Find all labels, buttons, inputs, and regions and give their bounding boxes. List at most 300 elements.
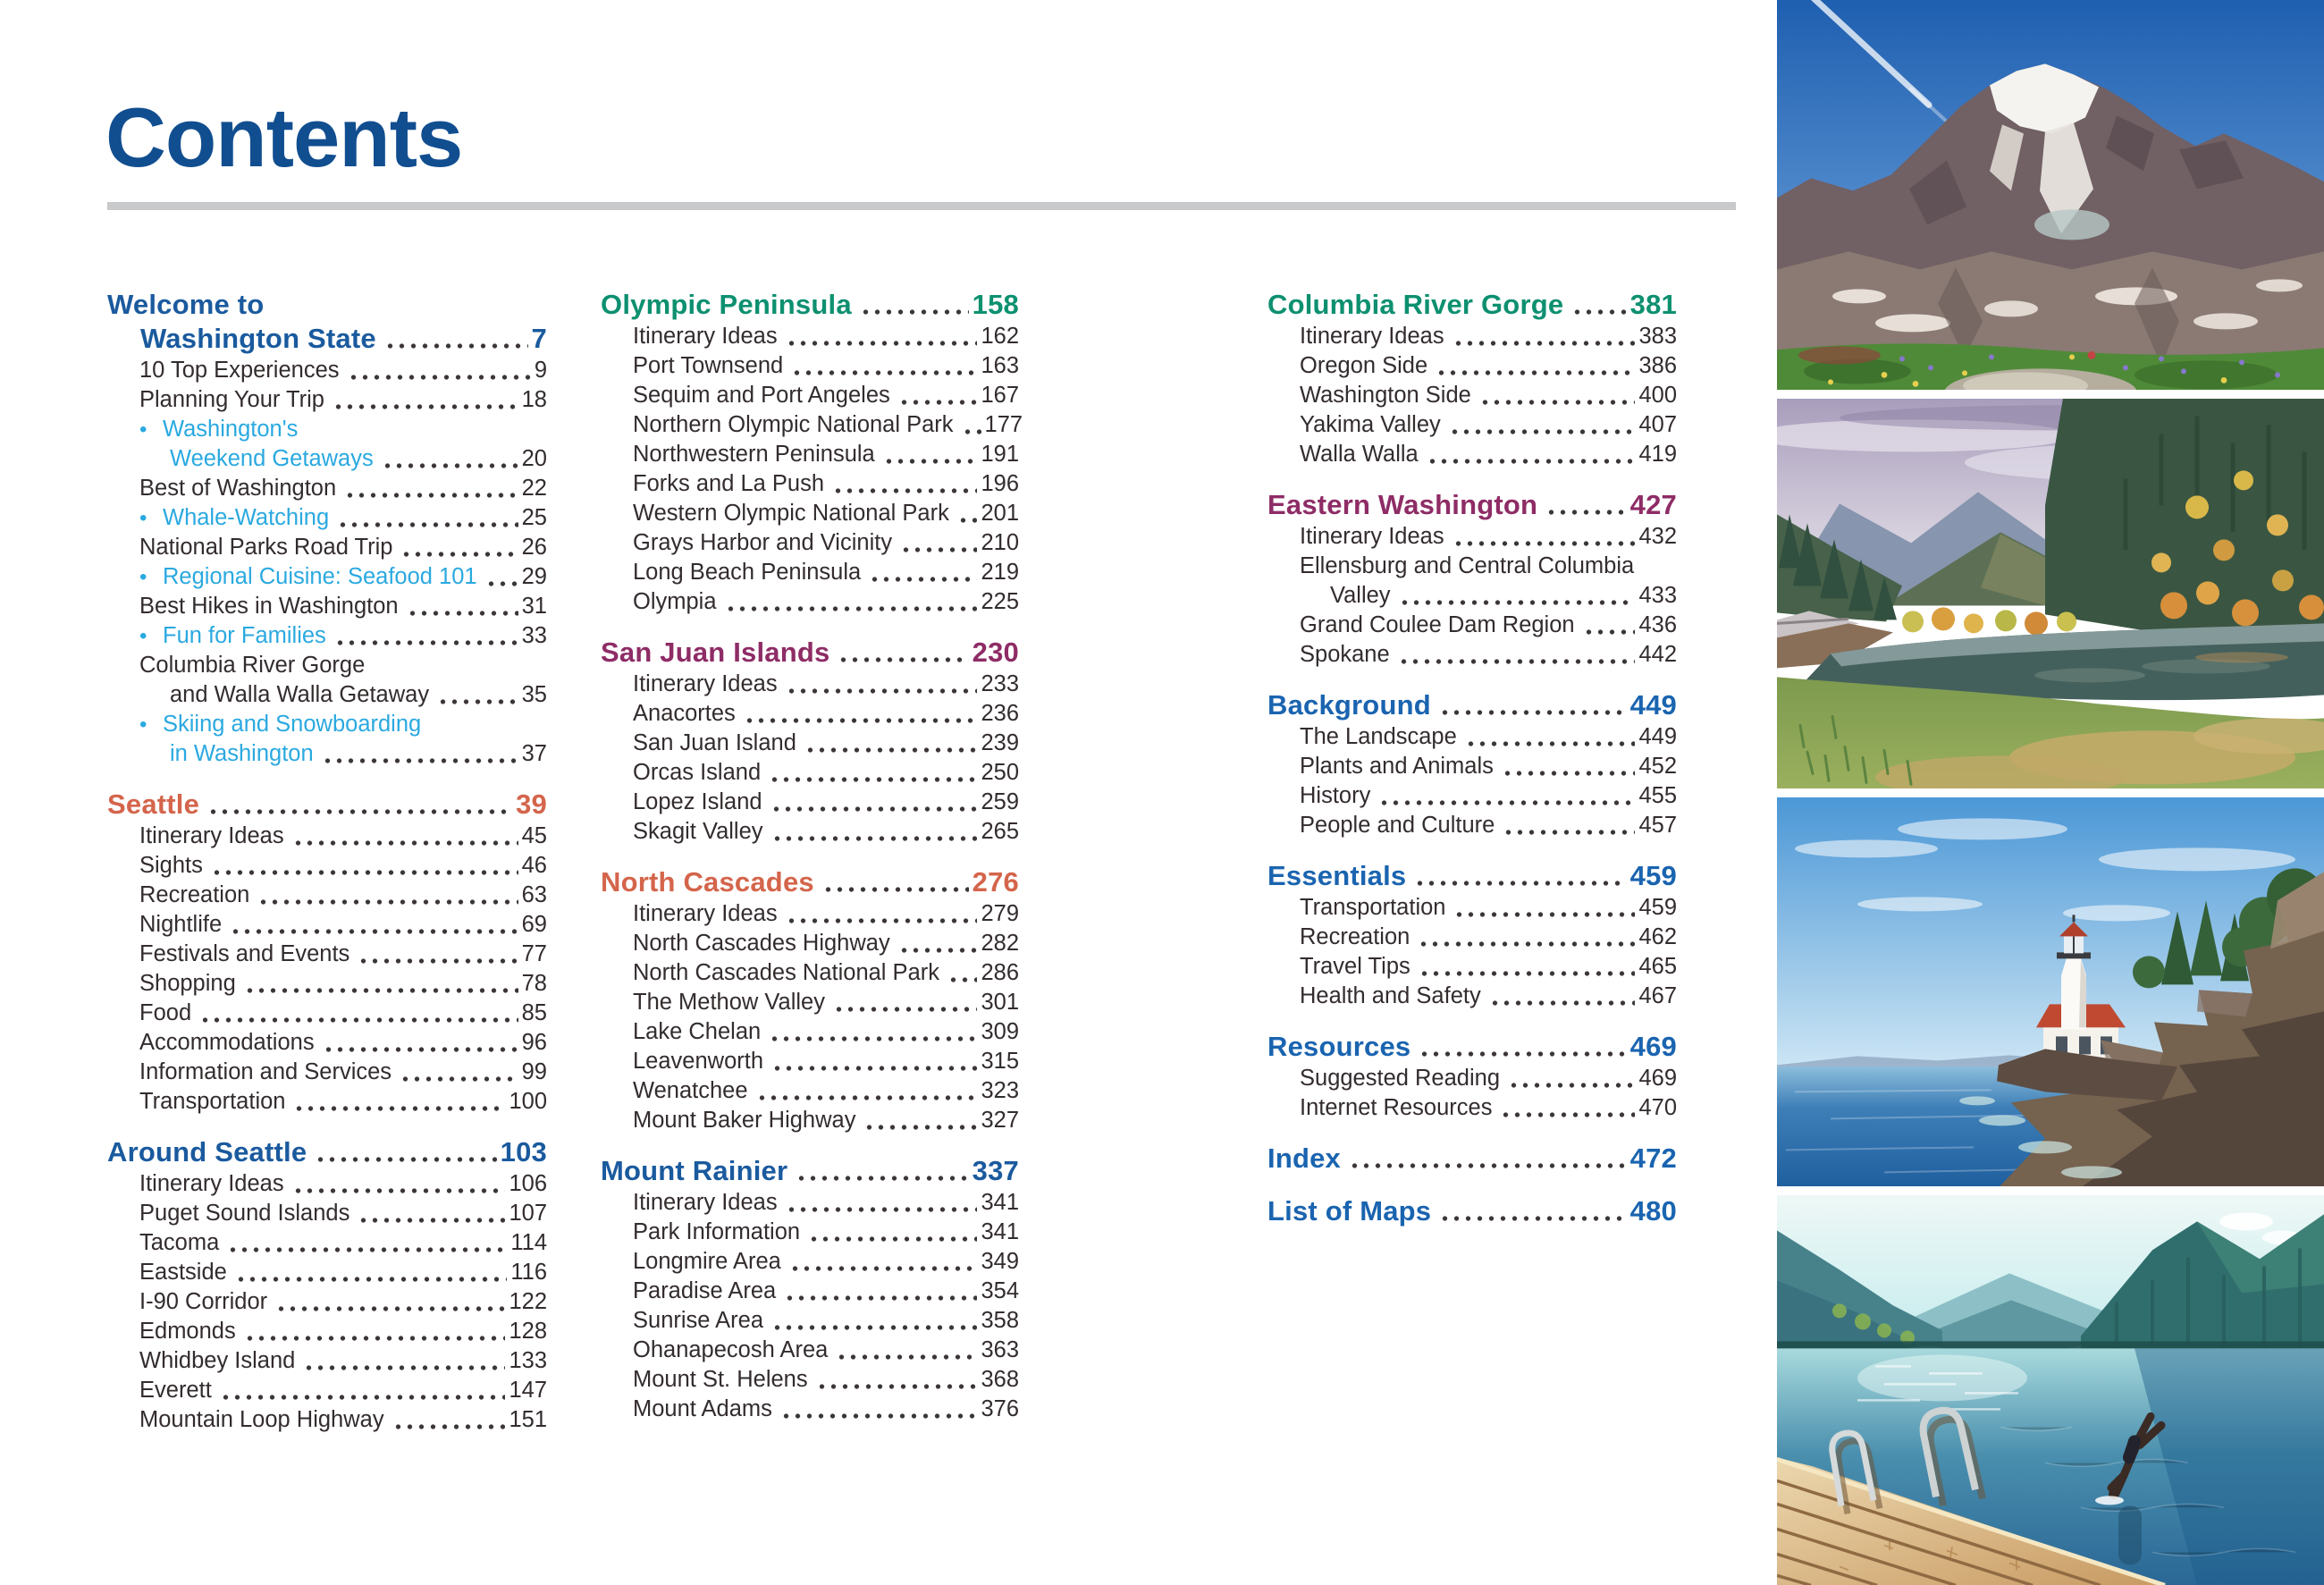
section-title: San Juan Islands [601,637,830,668]
toc-entry [107,1087,547,1117]
bullet-icon: • [139,417,147,442]
toc-entry-label: North Cascades National Park [633,960,939,985]
section-title: Welcome to [107,289,265,320]
toc-entry-label: Travel Tips [1300,954,1410,979]
toc-entry-label: Itinerary Ideas [139,823,284,848]
entry-page-number: 349 [981,1249,1019,1274]
toc-entry [601,1017,1019,1047]
toc-entry-label: Lake Chelan [633,1019,762,1044]
entry-page-number: 301 [981,990,1019,1015]
toc-entry-label: Recreation [1300,924,1410,949]
entry-page-number: 449 [1638,724,1677,749]
toc-section [1267,859,1677,1011]
toc-entry-label: Shopping [139,971,236,996]
entry-page-number: 470 [1638,1095,1677,1120]
toc-entry-label: Puget Sound Islands [139,1201,350,1226]
toc-section [601,288,1023,617]
entry-page-number: 77 [521,941,547,966]
dot-leader [898,400,978,405]
entry-page-number: 225 [981,589,1019,614]
entry-page-number: 35 [521,682,547,707]
section-title: Around Seattle [107,1136,307,1168]
dot-leader [292,840,518,846]
toc-entry [107,910,547,940]
toc-section [601,636,1019,847]
dot-leader [400,552,518,557]
dot-leader [784,1295,977,1301]
toc-entry [601,469,1019,499]
toc-entry-label: Itinerary Ideas [139,1171,284,1196]
entry-page-number: 467 [1638,983,1677,1008]
toc-entry [107,999,547,1028]
dot-leader [1427,459,1636,464]
toc-entry-label: Lopez Island [633,789,762,814]
toc-entry-label: Leavenworth [633,1049,764,1074]
toc-entry [1267,410,1677,440]
entry-page-number: 219 [981,560,1019,585]
toc-entry-label: Longmire Area [633,1249,781,1274]
toc-section [1267,488,1677,670]
entry-page-number: 327 [981,1108,1019,1133]
dot-leader [1503,830,1635,835]
entry-page-number: 147 [509,1378,547,1403]
toc-section [601,865,1019,1135]
entry-page-number: 432 [1638,524,1677,549]
toc-entry [107,822,547,851]
toc-entry [1267,611,1677,640]
toc-entry-label: The Landscape [1300,724,1457,749]
dot-leader [334,640,518,645]
dot-leader [947,977,977,982]
dot-leader [303,1365,505,1370]
entry-page-number: 341 [981,1219,1019,1244]
section-title-continued: Washington State [140,323,376,354]
toc-entry-label-continued: Valley [1330,583,1391,608]
dot-leader [400,1076,518,1082]
section-heading [1267,488,1677,522]
toc-column-3 [1267,288,1677,1228]
toc-entry [601,1076,1019,1106]
section-page-number: 230 [972,637,1019,668]
dot-leader [211,870,518,875]
toc-entry-label: People and Culture [1300,813,1495,838]
entry-page-number: 462 [1638,924,1677,949]
toc-entry [107,1028,547,1058]
section-title: Resources [1267,1031,1411,1062]
section-title: Eastern Washington [1267,489,1538,520]
entry-page-number: 469 [1638,1066,1677,1091]
toc-entry-label: Orcas Island [633,760,762,785]
toc-entry-label: Health and Safety [1300,983,1481,1008]
red-flower [2088,351,2096,359]
toc-entry [1267,923,1677,952]
splash [2095,1496,2124,1505]
section-title: Columbia River Gorge [1267,289,1564,320]
section-heading [601,865,1019,899]
dot-leader [836,1354,977,1360]
toc-entry [1267,351,1677,381]
dot-leader [1439,1216,1626,1221]
entry-page-number: 279 [981,901,1019,926]
toc-entry-label: The Methow Valley [633,990,825,1015]
entry-page-number: 78 [521,971,547,996]
dot-leader [769,1036,977,1041]
lake-diver-illustration [1777,1195,2324,1585]
dot-leader [244,1336,506,1341]
toc-entry-label: Best Hikes in Washington [139,594,399,619]
section-page-number: 472 [1629,1142,1677,1174]
section-title: Background [1267,689,1431,721]
dot-leader [199,1017,518,1023]
entry-page-number: 99 [521,1059,547,1084]
toc-entry [601,670,1019,699]
toc-entry [601,381,1019,410]
section-title: Olympic Peninsula [601,289,852,320]
entry-page-number: 452 [1638,754,1677,779]
dot-leader [323,1047,518,1052]
toc-entry-label-continued: Weekend Getaways [170,446,374,471]
toc-entry [107,1199,547,1228]
toc-entry [107,1287,547,1317]
toc-entry-continued [107,444,547,474]
section-title: Essentials [1267,860,1407,891]
entry-page-number: 37 [521,741,547,766]
toc-entry [1267,640,1677,670]
entry-page-number: 114 [510,1230,547,1255]
toc-entry-label: Itinerary Ideas [633,671,778,696]
dot-leader [1500,1112,1635,1117]
dot-leader [863,1125,977,1130]
section-heading [1267,688,1677,722]
entry-page-number: 363 [981,1337,1019,1362]
toc-entry-label: Ohanapecosh Area [633,1337,829,1362]
entry-page-number: 163 [981,353,1019,378]
toc-entry-label: Best of Washington [139,476,337,501]
section-page-number: 459 [1629,860,1677,891]
entry-page-number: 201 [981,501,1019,526]
dot-leader [822,887,969,892]
dot-leader [833,1007,977,1012]
entry-page-number: 31 [521,594,547,619]
toc-entry [601,1218,1019,1247]
dot-leader [789,1266,978,1271]
dot-leader [1571,309,1626,315]
section-page-number: 469 [1629,1031,1677,1062]
toc-entry-label: Transportation [139,1089,286,1114]
toc-entry-continued [107,739,547,769]
entry-page-number: 442 [1638,642,1677,667]
entry-page-number: 116 [510,1260,547,1285]
toc-entry-label: Suggested Reading [1300,1066,1501,1091]
dot-leader [382,463,518,468]
toc-entry [601,410,1023,440]
entry-page-number: 196 [981,471,1019,496]
toc-entry [107,1376,547,1405]
dot-leader [786,918,978,923]
section-page-number: 7 [531,323,547,354]
dot-leader [1398,659,1636,664]
entry-page-number: 63 [521,882,547,907]
section-page-number: 39 [516,788,547,820]
toc-entry [1267,381,1677,410]
toc-entry-label: Itinerary Ideas [633,901,778,926]
section-page-number: 103 [500,1136,547,1168]
toc-entry-label: Anacortes [633,701,736,726]
entry-page-number: 45 [521,823,547,848]
toc-entry-label: Walla Walla [1300,442,1419,467]
section-heading [107,1135,547,1169]
toc-entry-label: Long Beach Peninsula [633,560,862,585]
toc-entry-label: Whale-Watching [163,505,330,530]
entry-page-number: 309 [981,1019,1019,1044]
dot-leader [207,809,512,814]
dot-leader [860,309,969,315]
entry-page-number: 239 [981,730,1019,755]
entry-page-number: 465 [1638,954,1677,979]
toc-entry [601,1188,1019,1218]
toc-section [1267,288,1677,469]
dot-leader [257,899,518,905]
entry-page-number: 265 [981,819,1019,844]
toc-entry [107,592,547,621]
entry-page-number: 323 [981,1078,1019,1103]
toc-entry-label: Columbia River Gorge [139,653,366,678]
toc-entry [1267,440,1677,469]
toc-entry [1267,552,1677,581]
entry-page-number: 358 [981,1308,1019,1333]
toc-entry-label: Northwestern Peninsula [633,442,875,467]
dot-leader [796,1176,968,1181]
dot-leader [1419,1051,1626,1057]
toc-section [1267,688,1677,840]
toc-entry-label: Whidbey Island [139,1348,296,1373]
entry-page-number: 407 [1638,412,1677,437]
section-title: List of Maps [1267,1195,1432,1227]
photo-lake-diver [1777,1195,2324,1585]
dot-leader [1479,400,1636,405]
toc-entry [107,474,547,503]
dot-leader [838,657,968,662]
entry-page-number: 250 [981,760,1019,785]
toc-entry-label: Grand Coulee Dam Region [1300,612,1575,637]
dot-leader [1439,710,1627,715]
reflection [2118,1506,2142,1565]
toc-entry [601,758,1019,788]
toc-entry [107,1346,547,1376]
toc-entry-label: Mountain Loop Highway [139,1407,384,1432]
photo-mount-rainier [1777,0,2324,390]
toc-column-1 [107,288,547,1435]
dot-leader [292,1188,506,1193]
toc-entry-label: Recreation [139,882,250,907]
toc-entry [1267,322,1677,351]
toc-entry [601,1106,1019,1135]
dot-leader [384,343,528,349]
entry-page-number: 383 [1638,324,1677,349]
entry-page-number: 315 [981,1049,1019,1074]
toc-entry-label: Port Townsend [633,353,784,378]
dot-leader [786,341,978,346]
section-heading [107,788,547,822]
entry-page-number: 433 [1638,583,1677,608]
section-page-number: 427 [1629,489,1677,520]
dot-leader [315,1157,496,1162]
section-title: Seattle [107,788,200,820]
dot-leader [780,1413,978,1419]
entry-page-number: 455 [1638,783,1677,808]
entry-page-number: 457 [1638,813,1677,838]
entry-page-number: 210 [981,530,1019,555]
toc-entry [601,499,1019,528]
toc-entry [1267,952,1677,982]
entry-page-number: 236 [981,701,1019,726]
toc-entry-label: Everett [139,1378,212,1403]
entry-page-number: 400 [1638,383,1677,408]
toc-section [107,788,547,1117]
toc-entry-label: Olympia [633,589,717,614]
dot-leader [1583,629,1636,635]
toc-entry [107,1228,547,1258]
dot-leader [392,1424,506,1429]
toc-entry [107,710,547,739]
entry-page-number: 259 [981,789,1019,814]
entry-page-number: 46 [521,853,547,878]
toc-entry [601,958,1019,988]
entry-page-number: 25 [521,505,547,530]
toc-entry [107,1169,547,1199]
dot-leader [1349,1163,1627,1168]
dot-leader [1465,741,1636,746]
entry-page-number: 436 [1638,612,1677,637]
toc-entry [601,1047,1019,1076]
toc-section [1267,1030,1677,1123]
dot-leader [293,1106,505,1111]
toc-entry-label: Mount Adams [633,1396,772,1421]
entry-page-number: 376 [981,1396,1019,1421]
toc-entry [107,503,547,533]
toc-entry [1267,1093,1677,1123]
section-heading [107,288,547,322]
toc-entry [601,440,1019,469]
toc-entry-label: Planning Your Trip [139,387,324,412]
toc-entry [601,1306,1019,1336]
entry-page-number: 162 [981,324,1019,349]
toc-entry-label: Sights [139,853,203,878]
bullet-icon: • [139,712,147,737]
entry-page-number: 107 [509,1201,547,1226]
lighthouse-illustration [1777,797,2324,1187]
toc-entry-label: Mount Baker Highway [633,1108,856,1133]
entry-page-number: 133 [509,1348,547,1373]
toc-entry-label: Itinerary Ideas [633,1190,778,1215]
toc-entry [601,988,1019,1017]
dot-leader [220,1395,506,1400]
dot-leader [804,747,978,753]
dot-leader [1449,429,1636,434]
toc-entry [1267,811,1677,840]
bullet-icon: • [139,506,147,530]
dot-leader [1419,971,1636,976]
toc-entry-label-continued: and Walla Walla Getaway [170,682,430,707]
toc-entry-label-continued: in Washington [170,741,314,766]
dot-leader [756,1095,978,1100]
toc-entry-label: Mount St. Helens [633,1367,808,1392]
entry-page-number: 341 [981,1190,1019,1215]
dot-leader [957,518,978,523]
entry-page-number: 33 [521,623,547,648]
section-heading [1267,1194,1677,1228]
toc-entry [601,1247,1019,1277]
toc-entry [107,969,547,999]
section-page-number: 276 [972,866,1019,898]
dot-leader [816,1384,978,1389]
toc-entry-label: Internet Resources [1300,1095,1493,1120]
toc-entry [601,899,1019,929]
dot-leader [348,375,531,380]
toc-entry-label: Washington Side [1300,383,1471,408]
entry-page-number: 386 [1638,353,1677,378]
toc-entry [601,1365,1019,1395]
dot-leader [744,718,978,723]
toc-entry-label: Information and Services [139,1059,392,1084]
entry-page-number: 96 [521,1030,547,1055]
entry-page-number: 18 [521,387,547,412]
toc-section [1267,1194,1677,1228]
entry-page-number: 100 [509,1089,547,1114]
dot-leader [770,806,978,812]
toc-entry [107,415,547,444]
dot-leader [235,1277,508,1282]
entry-page-number: 233 [981,671,1019,696]
entry-page-number: 354 [981,1278,1019,1303]
dot-leader [786,1207,978,1212]
toc-entry-label: Transportation [1300,895,1446,920]
dot-leader [227,1247,507,1252]
toc-entry-continued [1267,581,1677,611]
toc-entry-label: Nightlife [139,912,223,937]
toc-entry [1267,1064,1677,1093]
toc-entry-label: Itinerary Ideas [633,324,778,349]
toc-entry-label: Plants and Animals [1300,754,1494,779]
toc-entry [1267,982,1677,1011]
toc-entry-label: Fun for Families [163,623,326,648]
toc-entry-label: Wenatchee [633,1078,748,1103]
mount-rainier-illustration [1777,0,2324,390]
entry-page-number: 282 [981,931,1019,956]
toc-entry-label: Spokane [1300,642,1390,667]
toc-entry [1267,893,1677,923]
toc-column-2 [601,288,1023,1424]
dot-leader [1414,881,1626,886]
title-divider-rule [107,202,1736,210]
toc-entry-label: Accommodations [139,1030,315,1055]
entry-page-number: 191 [981,442,1019,467]
toc-entry [601,1395,1019,1424]
photo-lighthouse-coast [1777,797,2324,1187]
section-heading-line2 [107,322,547,356]
toc-entry [601,1277,1019,1306]
toc-section [107,1135,547,1435]
dot-leader [883,459,978,464]
dot-leader [344,493,518,498]
dot-leader [898,948,978,953]
section-title: North Cascades [601,866,814,898]
toc-entry-label: Paradise Area [633,1278,777,1303]
entry-page-number: 106 [509,1171,547,1196]
entry-page-number: 29 [521,564,547,589]
toc-entry [107,533,547,562]
cloud [2219,1213,2273,1231]
